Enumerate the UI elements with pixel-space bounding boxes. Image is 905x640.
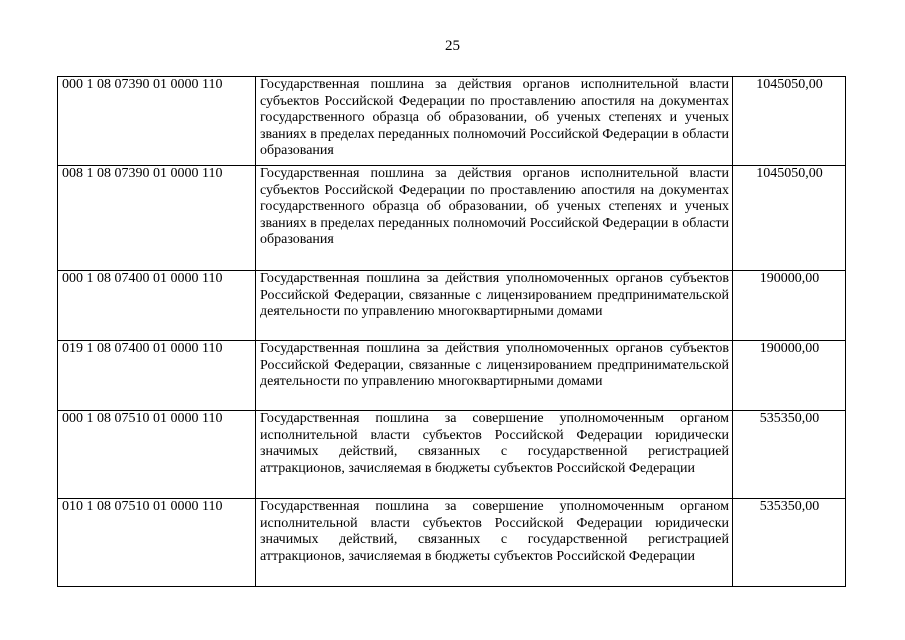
table-row — [58, 499, 846, 587]
revenue-name: Государственная пошлина за совершение уполномоченным органом исполнительной власти субъектов Российской Федерации юридически значимых действий, связанных с государственной регистрацией аттракционов, зачисляемая в бюджеты субъектов Российской Федерации — [256, 411, 733, 499]
revenue-name: Государственная пошлина за действия органов исполнительной власти субъектов Российской Федерации по проставлению апостиля на документах государственного образца об образовании, об ученых степенях и ученых званиях в пределах переданных полномочий Российской Федерации в области образования — [256, 77, 733, 166]
revenue-name: Государственная пошлина за совершение уполномоченным органом исполнительной власти субъектов Российской Федерации юридически значимых действий, связанных с государственной регистрацией аттракционов, зачисляемая в бюджеты субъектов Российской Федерации — [256, 499, 733, 587]
revenue-amount: 190000,00 — [733, 341, 846, 411]
budget-classification-code: 000 1 08 07400 01 0000 110 — [58, 271, 256, 341]
table-row — [58, 166, 846, 271]
revenue-amount: 535350,00 — [733, 411, 846, 499]
table-row — [58, 77, 846, 166]
budget-classification-code: 000 1 08 07510 01 0000 110 — [58, 411, 256, 499]
revenue-name: Государственная пошлина за действия органов исполнительной власти субъектов Российской Федерации по проставлению апостиля на документах государственного образца об образовании, об ученых степенях и ученых званиях в пределах переданных полномочий Российской Федерации в области образования — [256, 166, 733, 271]
revenue-amount: 1045050,00 — [733, 77, 846, 166]
table-row — [58, 271, 846, 341]
page-number: 25 — [445, 38, 460, 54]
revenue-name: Государственная пошлина за действия уполномоченных органов субъектов Российской Федерации, связанные с лицензированием предпринимательской деятельности по управлению многоквартирными домами — [256, 341, 733, 411]
budget-classification-code: 010 1 08 07510 01 0000 110 — [58, 499, 256, 587]
table-row — [58, 411, 846, 499]
table-row — [58, 341, 846, 411]
budget-revenue-table — [57, 76, 846, 587]
revenue-amount: 190000,00 — [733, 271, 846, 341]
revenue-name: Государственная пошлина за действия уполномоченных органов субъектов Российской Федерации, связанные с лицензированием предпринимательской деятельности по управлению многоквартирными домами — [256, 271, 733, 341]
budget-classification-code: 008 1 08 07390 01 0000 110 — [58, 166, 256, 271]
revenue-amount: 1045050,00 — [733, 166, 846, 271]
budget-classification-code: 000 1 08 07390 01 0000 110 — [58, 77, 256, 166]
budget-classification-code: 019 1 08 07400 01 0000 110 — [58, 341, 256, 411]
revenue-amount: 535350,00 — [733, 499, 846, 587]
